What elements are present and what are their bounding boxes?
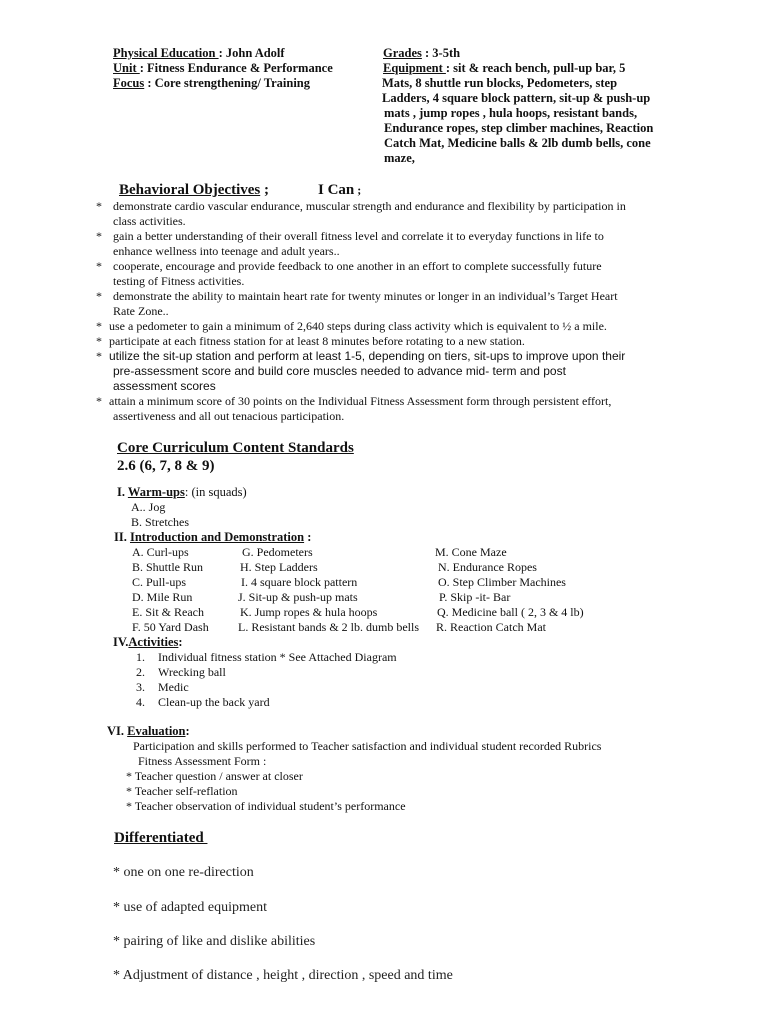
list-item: F. 50 Yard Dash bbox=[132, 620, 209, 634]
objectives-heading bbox=[119, 181, 269, 199]
objective-line: participate at each fitness station for at least 8 minutes before rotating to a new station. bbox=[109, 334, 525, 348]
activities-list bbox=[136, 650, 397, 710]
unit-label: Unit bbox=[113, 61, 140, 75]
subject-line bbox=[113, 46, 333, 61]
objective-line: testing of Fitness activities. bbox=[113, 274, 245, 288]
intro-heading bbox=[114, 530, 311, 545]
equipment-line bbox=[383, 61, 653, 76]
list-item: H. Step Ladders bbox=[240, 560, 318, 574]
list-item: R. Reaction Catch Mat bbox=[436, 620, 546, 634]
warmups-list bbox=[131, 500, 189, 530]
objective-item bbox=[109, 334, 525, 349]
evaluation-heading bbox=[107, 724, 190, 739]
intro-col-2 bbox=[238, 545, 419, 635]
equipment-line-3: Ladders, 4 square block pattern, sit-up & push-up bbox=[382, 91, 651, 105]
list-text: Clean-up the back yard bbox=[158, 695, 270, 709]
list-number: 4. bbox=[136, 695, 145, 709]
objective-item bbox=[109, 349, 625, 394]
objective-line: utilize the sit-up station and perform at least 1-5, depending on tiers, sit-ups to improve upon their bbox=[109, 349, 626, 363]
bullet-marker: * bbox=[96, 199, 102, 213]
list-item: * Teacher observation of individual student’s performance bbox=[126, 799, 406, 813]
list-item: O. Step Climber Machines bbox=[438, 575, 566, 589]
intro-title: Introduction and Demonstration bbox=[129, 530, 305, 544]
list-item: Q. Medicine ball ( 2, 3 & 4 lb) bbox=[437, 605, 584, 619]
objective-item bbox=[109, 394, 611, 424]
objective-item bbox=[113, 259, 602, 289]
activities-title: Activities bbox=[128, 635, 179, 649]
list-item: J. Sit-up & push-up mats bbox=[238, 590, 358, 604]
evaluation-num: VI. bbox=[107, 724, 128, 738]
ican-heading bbox=[318, 181, 361, 199]
grades-value: : 3-5th bbox=[421, 46, 461, 60]
objective-item bbox=[113, 289, 618, 319]
objectives-title: Behavioral Objectives bbox=[119, 182, 261, 198]
warmups-suffix: : (in squads) bbox=[184, 485, 247, 499]
list-text: Wrecking ball bbox=[158, 665, 226, 679]
objective-line: use a pedometer to gain a minimum of 2,640 steps during class activity which is equivalent to ½ a mile. bbox=[109, 319, 607, 333]
list-number: 2. bbox=[136, 665, 145, 679]
bullet-marker: * bbox=[96, 334, 102, 348]
equipment-line-5: Endurance ropes, step climber machines, Reaction bbox=[384, 121, 654, 135]
activities-suffix: : bbox=[178, 635, 183, 649]
objective-item bbox=[113, 199, 626, 229]
list-item: K. Jump ropes & hula hoops bbox=[240, 605, 378, 619]
list-item: E. Sit & Reach bbox=[132, 605, 204, 619]
list-item: B. Stretches bbox=[131, 515, 189, 529]
header-right bbox=[383, 46, 653, 166]
equipment-line-2: Mats, 8 shuttle run blocks, Pedometers, step bbox=[382, 76, 618, 90]
differentiated-item: * Adjustment of distance , height , direction , speed and time bbox=[113, 968, 453, 983]
list-item: I. 4 square block pattern bbox=[241, 575, 358, 589]
standards-code: 2.6 (6, 7, 8 & 9) bbox=[117, 458, 215, 474]
list-item: C. Pull-ups bbox=[132, 575, 187, 589]
intro-col-1 bbox=[132, 545, 209, 635]
standards-title: Core Curriculum Content Standards bbox=[117, 440, 354, 456]
focus-line bbox=[113, 76, 333, 91]
ican-suffix: ; bbox=[354, 183, 362, 197]
list-item bbox=[136, 650, 397, 665]
intro-num: II. bbox=[114, 530, 130, 544]
objective-item bbox=[109, 319, 607, 334]
objective-line: cooperate, encourage and provide feedback to one another in an effort to complete successfully future bbox=[113, 259, 602, 273]
objective-line: demonstrate the ability to maintain heart rate for twenty minutes or longer in an individual’s Target Heart bbox=[113, 289, 618, 303]
activities-num: IV. bbox=[113, 635, 129, 649]
objective-line: Rate Zone.. bbox=[113, 304, 169, 318]
list-number: 1. bbox=[136, 650, 145, 664]
objective-line: enhance wellness into teenage and adult years.. bbox=[113, 244, 340, 258]
list-item: L. Resistant bands & 2 lb. dumb bells bbox=[238, 620, 419, 634]
bullet-marker: * bbox=[96, 394, 102, 408]
equipment-first: : sit & reach bench, pull-up bar, 5 bbox=[445, 61, 626, 75]
warmups-title: Warm-ups bbox=[127, 485, 185, 499]
list-text: Individual fitness station * See Attached Diagram bbox=[158, 650, 397, 664]
unit-line bbox=[113, 61, 333, 76]
list-item: A.. Jog bbox=[131, 500, 166, 514]
equipment-label: Equipment bbox=[383, 61, 446, 75]
teacher-name: : John Adolf bbox=[218, 46, 285, 60]
ican-label: I Can bbox=[318, 182, 355, 198]
objectives-title-suffix: ; bbox=[260, 182, 269, 198]
objective-line: assertiveness and all out tenacious participation. bbox=[113, 409, 345, 423]
bullet-marker: * bbox=[96, 229, 102, 243]
differentiated-item: * use of adapted equipment bbox=[113, 900, 267, 915]
list-item: D. Mile Run bbox=[132, 590, 193, 604]
list-item bbox=[136, 665, 397, 680]
differentiated-item: * one on one re-direction bbox=[113, 865, 254, 880]
list-number: 3. bbox=[136, 680, 145, 694]
objective-line: demonstrate cardio vascular endurance, muscular strength and endurance and flexibility by participation in bbox=[113, 199, 626, 213]
focus-label: Focus bbox=[113, 76, 145, 90]
list-item: B. Shuttle Run bbox=[132, 560, 204, 574]
objective-line: gain a better understanding of their overall fitness level and correlate it to everyday functions in life to bbox=[113, 229, 604, 243]
focus-value: : Core strengthening/ Training bbox=[144, 76, 311, 90]
header-left bbox=[113, 46, 333, 91]
bullet-marker: * bbox=[96, 319, 102, 333]
list-item: G. Pedometers bbox=[242, 545, 313, 559]
warmups-num: I. bbox=[117, 485, 128, 499]
evaluation-line-1: Participation and skills performed to Teacher satisfaction and individual student recorded Rubrics bbox=[133, 739, 602, 753]
evaluation-line-2: Fitness Assessment Form : bbox=[138, 754, 267, 768]
bullet-marker: * bbox=[96, 259, 102, 273]
objective-item bbox=[113, 229, 604, 259]
list-text: Medic bbox=[158, 680, 189, 694]
objective-line: attain a minimum score of 30 points on the Individual Fitness Assessment form through persistent effort, bbox=[109, 394, 612, 408]
bullet-marker: * bbox=[96, 349, 102, 363]
grades-label: Grades bbox=[383, 46, 422, 60]
list-item: P. Skip -it- Bar bbox=[439, 590, 511, 604]
equipment-line-6: Catch Mat, Medicine balls & 2lb dumb bells, cone bbox=[384, 136, 651, 150]
evaluation-list bbox=[126, 769, 406, 814]
list-item: * Teacher self-reflation bbox=[126, 784, 238, 798]
differentiated-title: Differentiated bbox=[114, 830, 208, 846]
objective-line: assessment scores bbox=[113, 379, 216, 393]
list-item: A. Curl-ups bbox=[132, 545, 189, 559]
list-item: * Teacher question / answer at closer bbox=[126, 769, 303, 783]
list-item: M. Cone Maze bbox=[435, 545, 507, 559]
objective-line: pre-assessment score and build core muscles needed to advance mid- term and post bbox=[113, 364, 566, 378]
objective-line: class activities. bbox=[113, 214, 186, 228]
activities-heading bbox=[113, 635, 183, 650]
list-item bbox=[136, 680, 397, 695]
evaluation-title: Evaluation bbox=[127, 724, 186, 738]
list-item bbox=[136, 695, 397, 710]
equipment-line-4: mats , jump ropes , hula hoops, resistant bands, bbox=[384, 106, 638, 120]
grades-line bbox=[383, 46, 653, 61]
evaluation-suffix: : bbox=[185, 724, 190, 738]
list-item: N. Endurance Ropes bbox=[438, 560, 537, 574]
unit-value: : Fitness Endurance & Performance bbox=[139, 61, 333, 75]
equipment-line-7: maze, bbox=[384, 151, 415, 165]
intro-col-3 bbox=[435, 545, 584, 635]
warmups-heading bbox=[117, 485, 247, 500]
subject-label: Physical Education bbox=[113, 46, 219, 60]
intro-suffix: : bbox=[304, 530, 312, 544]
differentiated-item: * pairing of like and dislike abilities bbox=[113, 934, 316, 949]
bullet-marker: * bbox=[96, 289, 102, 303]
